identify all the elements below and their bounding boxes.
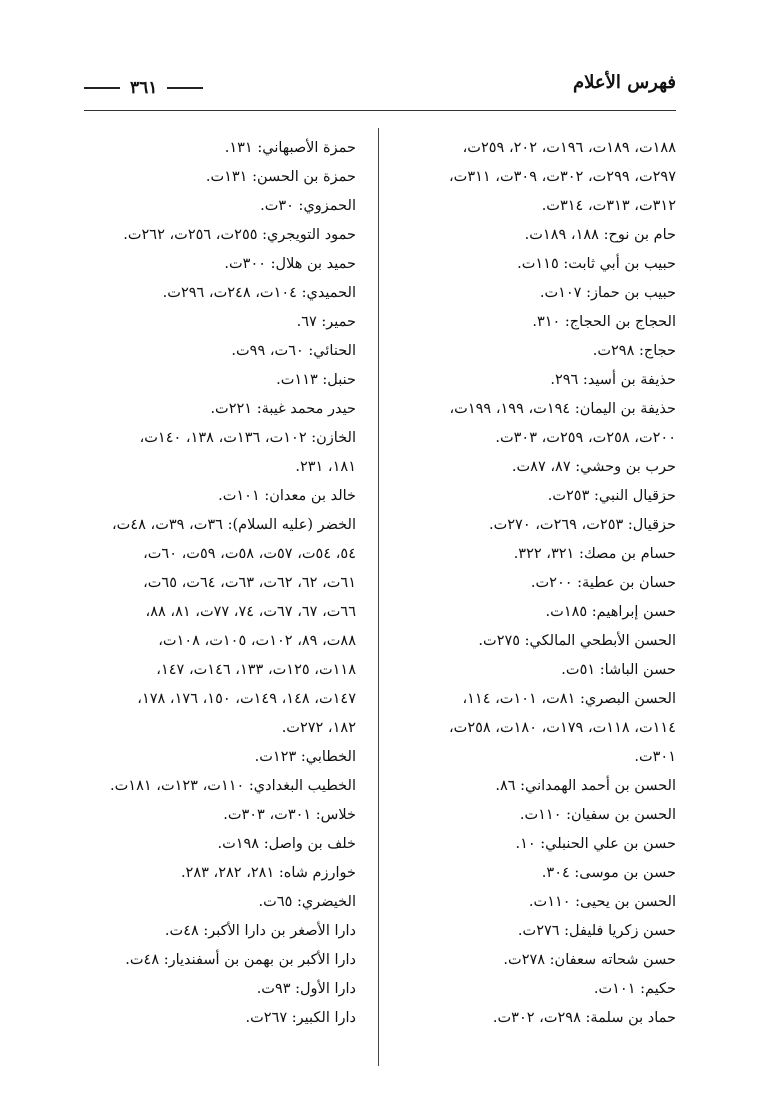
index-entry-line: الحسن البصري: ٨١ت، ١٠١ت، ١١٤، xyxy=(462,691,676,707)
page-title: فهرس الأعلام xyxy=(573,72,676,93)
index-entry-line: الحجاج بن الحجاج: ٣١٠. xyxy=(532,314,676,330)
index-entry-line: حسن زكريا فليفل: ٢٧٦ت. xyxy=(517,923,676,939)
index-entry-line: ٣١٢ت، ٣١٣ت، ٣١٤ت. xyxy=(541,198,676,214)
header-rule xyxy=(84,110,676,111)
index-entry-line: الحميدي: ١٠٤ت، ٢٤٨ت، ٢٩٦ت. xyxy=(162,285,356,301)
index-entry-line: ١١٤ت، ١١٨ت، ١٧٩ت، ١٨٠ت، ٢٥٨ت، xyxy=(448,720,676,736)
index-entry-line: حذيفة بن أسيد: ٢٩٦. xyxy=(550,372,676,388)
index-entry-line: الخيضري: ٦٥ت. xyxy=(258,894,356,910)
page-number-dash-left xyxy=(84,87,120,89)
index-column-left xyxy=(70,134,356,1033)
index-entry-line: حسن الباشا: ٥١ت. xyxy=(561,662,676,678)
index-entry-line: خلاس: ٣٠١ت، ٣٠٣ت. xyxy=(223,807,356,823)
index-entry-line: حبيب بن حماز: ١٠٧ت. xyxy=(539,285,676,301)
index-entry-line: دارا الأصغر بن دارا الأكبر: ٤٨ت. xyxy=(164,923,356,939)
index-entry-line: حام بن نوح: ١٨٨، ١٨٩ت. xyxy=(524,227,676,243)
index-entry-line: ٥٤، ٥٤ت، ٥٧ت، ٥٨ت، ٥٩ت، ٦٠ت، xyxy=(143,546,356,562)
page-number-group xyxy=(84,78,203,98)
page-number-dash-right xyxy=(167,87,203,89)
index-entry-line: الحسن بن يحيى: ١١٠ت. xyxy=(528,894,676,910)
index-entry-line: ٢٠٠ت، ٢٥٨ت، ٢٥٩ت، ٣٠٣ت. xyxy=(495,430,676,446)
index-entry-line: حذيفة بن اليمان: ١٩٤ت، ١٩٩، ١٩٩ت، xyxy=(449,401,676,417)
index-entry-line: حمير: ٦٧. xyxy=(296,314,356,330)
column-divider xyxy=(378,128,379,1066)
index-entry-line: حزقيال النبي: ٢٥٣ت. xyxy=(547,488,676,504)
index-entry-line: الحنائي: ٦٠ت، ٩٩ت. xyxy=(231,343,356,359)
index-entry-line: حسان بن عطية: ٢٠٠ت. xyxy=(530,575,676,591)
index-entry-line: الحمزوي: ٣٠ت. xyxy=(260,198,356,214)
index-entry-line: الخطابي: ١٢٣ت. xyxy=(254,749,356,765)
index-entry-line: الخازن: ١٠٢ت، ١٣٦ت، ١٣٨، ١٤٠ت، xyxy=(139,430,356,446)
index-entry-line: الحسن بن أحمد الهمداني: ٨٦. xyxy=(495,778,676,794)
index-entry-line: خوارزم شاه: ٢٨١، ٢٨٢، ٢٨٣. xyxy=(180,865,356,881)
index-entry-line: ١١٨ت، ١٢٥ت، ١٣٣، ١٤٦ت، ١٤٧، xyxy=(156,662,356,678)
index-entry-line: حكيم: ١٠١ت. xyxy=(593,981,676,997)
index-entry-line: حميد بن هلال: ٣٠٠ت. xyxy=(224,256,356,272)
index-entry-line: ١٨١، ٢٣١. xyxy=(295,459,356,475)
index-entry-line: حسن إبراهيم: ١٨٥ت. xyxy=(545,604,676,620)
index-entry-line: دارا الأول: ٩٣ت. xyxy=(256,981,356,997)
index-entry-line: حجاج: ٢٩٨ت. xyxy=(592,343,676,359)
index-entry-line: حماد بن سلمة: ٢٩٨ت، ٣٠٢ت. xyxy=(492,1010,676,1026)
index-entry-line: ١٨٨ت، ١٨٩ت، ١٩٦ت، ٢٠٢، ٢٥٩ت، xyxy=(462,140,676,156)
page-header xyxy=(84,72,676,106)
index-entry-line: دارا الأكبر بن بهمن بن أسفنديار: ٤٨ت. xyxy=(125,952,356,968)
index-entry-line: حمزة الأصبهاني: ١٣١. xyxy=(224,140,356,156)
index-entry-line: حيدر محمد غيبة: ٢٢١ت. xyxy=(210,401,356,417)
index-entry-line: الحسن الأبطحي المالكي: ٢٧٥ت. xyxy=(478,633,676,649)
index-entry-line: ١٨٢، ٢٧٢ت. xyxy=(281,720,356,736)
index-entry-line: حسن بن علي الحنبلي: ١٠. xyxy=(515,836,676,852)
index-column-right xyxy=(406,134,676,1033)
index-entry-line: الخضر (عليه السلام): ٣٦ت، ٣٩ت، ٤٨ت، xyxy=(111,517,356,533)
index-entry-line: ٦٦ت، ٦٧، ٦٧ت، ٧٤، ٧٧ت، ٨١، ٨٨، xyxy=(145,604,356,620)
index-entry-line: حسام بن مصك: ٣٢١، ٣٢٢. xyxy=(513,546,676,562)
index-entry-line: ٦١ت، ٦٢، ٦٢ت، ٦٣ت، ٦٤ت، ٦٥ت، xyxy=(143,575,356,591)
index-entry-line: حنبل: ١١٣ت. xyxy=(276,372,356,388)
index-entry-line: خالد بن معدان: ١٠١ت. xyxy=(218,488,356,504)
index-entry-line: حرب بن وحشي: ٨٧، ٨٧ت. xyxy=(511,459,676,475)
index-entry-line: دارا الكبير: ٢٦٧ت. xyxy=(245,1010,356,1026)
index-entry-line: حمزة بن الحسن: ١٣١ت. xyxy=(205,169,356,185)
index-entry-line: ٢٩٧ت، ٢٩٩ت، ٣٠٢ت، ٣٠٩ت، ٣١١ت، xyxy=(448,169,676,185)
index-entry-line: ٨٨ت، ٨٩، ١٠٢ت، ١٠٥ت، ١٠٨ت، xyxy=(158,633,356,649)
index-entry-line: الخطيب البغدادي: ١١٠ت، ١٢٣ت، ١٨١ت. xyxy=(110,778,356,794)
index-entry-line: حسن بن موسى: ٣٠٤. xyxy=(541,865,676,881)
page-number: ٣٦١ xyxy=(130,78,158,98)
index-entry-line: خلف بن واصل: ١٩٨ت. xyxy=(217,836,356,852)
index-entry-line: ١٤٧ت، ١٤٨، ١٤٩ت، ١٥٠، ١٧٦، ١٧٨، xyxy=(137,691,356,707)
index-entry-line: الحسن بن سفيان: ١١٠ت. xyxy=(519,807,676,823)
index-entry-line: حبيب بن أبي ثابت: ١١٥ت. xyxy=(517,256,676,272)
index-entry-line: حمود التويجري: ٢٥٥ت، ٢٥٦ت، ٢٦٢ت. xyxy=(123,227,356,243)
index-entry-line: حسن شحاته سعفان: ٢٧٨ت. xyxy=(503,952,676,968)
index-entry-line: ٣٠١ت. xyxy=(634,749,676,765)
index-entry-line: حزقيال: ٢٥٣ت، ٢٦٩ت، ٢٧٠ت. xyxy=(488,517,676,533)
